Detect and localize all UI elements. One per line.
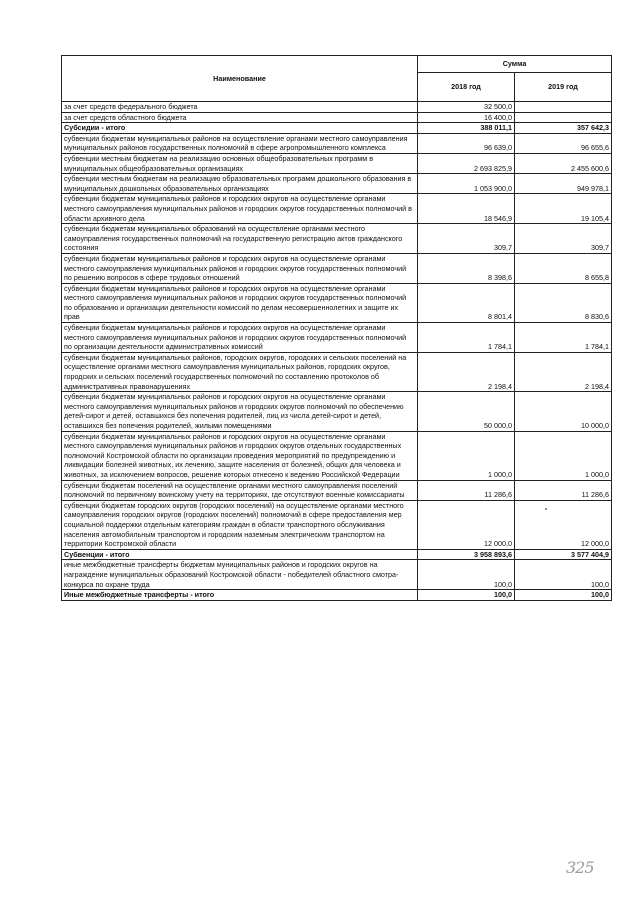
table-total-row (62, 123, 612, 134)
table-row (62, 480, 612, 500)
row-value-2018: 1 784,1 (418, 323, 515, 353)
row-name: Субвенции - итого (62, 549, 418, 560)
row-name: иные межбюджетные трансферты бюджетам муниципальных районов и городских округов на награждение муниципальных образований Костромской области - победителей областного смотра-конкурса по охране труда (62, 560, 418, 590)
row-name: Иные межбюджетные трансферты - итого (62, 590, 418, 601)
table-row (62, 283, 612, 322)
table-body (62, 102, 612, 601)
table-row (62, 323, 612, 353)
row-value-2018: 16 400,0 (418, 112, 515, 123)
table-header (62, 56, 612, 102)
row-name: субвенции бюджетам муниципальных районов на осуществление органами местного самоуправления муниципальных районов государственных полномочий в сфере агропромышленного комплекса (62, 133, 418, 153)
header-name: Наименование (62, 56, 418, 102)
row-value-2019: 2 198,4 (515, 352, 612, 391)
row-value-2019: 357 642,3 (515, 123, 612, 134)
row-name: за счет средств областного бюджета (62, 112, 418, 123)
table-row (62, 431, 612, 480)
row-value-2019: 309,7 (515, 224, 612, 254)
row-value-2018: 1 000,0 (418, 431, 515, 480)
table-row (62, 153, 612, 173)
row-value-2019: 10 000,0 (515, 392, 612, 431)
page-number: 325 (566, 858, 594, 877)
row-value-2019: 100,0 (515, 590, 612, 601)
row-value-2019 (515, 102, 612, 113)
row-name: субвенции бюджетам городских округов (городских поселений) на осуществление органами местного самоуправления городских округов (городских поселений) полномочий в сфере предоставления мер социальной поддержки отдельным категориям граждан в области транспортного обслуживания населения автомобильным транспортом и городским наземным электрическим транспортом на территории Костромской области (62, 500, 418, 549)
row-value-2018: 50 000,0 (418, 392, 515, 431)
row-name: субвенции бюджетам муниципальных образований на осуществление органами местного самоуправления государственных полномочий на государственную регистрацию актов гражданского состояния (62, 224, 418, 254)
row-value-2018: 8 398,6 (418, 253, 515, 283)
header-year-2018: 2018 год (418, 73, 515, 102)
row-name: субвенции бюджетам поселений на осуществление органами местного самоуправления поселений полномочий по первичному воинскому учету на территориях, где отсутствуют военные комиссариаты (62, 480, 418, 500)
row-value-2019: 3 577 404,9 (515, 549, 612, 560)
header-sum: Сумма (418, 56, 612, 73)
row-value-2018: 1 053 900,0 (418, 174, 515, 194)
row-name: субвенции бюджетам муниципальных районов и городских округов на осуществление органами местного самоуправления муниципальных районов и городских округов государственных полномочий в области архивного дела (62, 194, 418, 224)
budget-table (61, 55, 612, 601)
row-value-2019 (515, 112, 612, 123)
row-value-2018: 100,0 (418, 590, 515, 601)
table-total-row (62, 590, 612, 601)
row-name: за счет средств федерального бюджета (62, 102, 418, 113)
table-row (62, 194, 612, 224)
header-year-2019: 2019 год (515, 73, 612, 102)
row-name: субвенции бюджетам муниципальных районов и городских округов на осуществление органами местного самоуправления муниципальных районов и городских округов отдельных государственных полномочий Костромской области по организации проведения мероприятий по предупреждению и ликвидации болезней животных, их лечению, защите населения от болезней, общих для человека и животных, за исключением вопросов, решение которых отнесено к ведению Российской Федерации (62, 431, 418, 480)
row-value-2019: 19 105,4 (515, 194, 612, 224)
row-value-2019: 8 830,6 (515, 283, 612, 322)
table-row (62, 500, 612, 549)
table-row (62, 352, 612, 391)
table-row (62, 112, 612, 123)
row-value-2018: 2 693 825,9 (418, 153, 515, 173)
row-value-2018: 388 011,1 (418, 123, 515, 134)
row-name: субвенции бюджетам муниципальных районов, городских округов, городских и сельских поселений на осуществление органами местного самоуправления муниципальных районов, городских округов, городских и сельских поселений государственных полномочий по составлению протоколов об административных правонарушениях (62, 352, 418, 391)
scan-speck (545, 508, 547, 510)
row-value-2019: 8 655,8 (515, 253, 612, 283)
row-name: субвенции местным бюджетам на реализацию образовательных программ дошкольного образования в муниципальных дошкольных образовательных организациях (62, 174, 418, 194)
row-value-2019: 1 784,1 (515, 323, 612, 353)
row-value-2019: 12 000,0 (515, 500, 612, 549)
row-name: субвенции бюджетам муниципальных районов и городских округов на осуществление органами местного самоуправления муниципальных районов и городских округов государственных полномочий по организации деятельности административных комиссий (62, 323, 418, 353)
row-name: Субсидии - итого (62, 123, 418, 134)
row-value-2018: 32 500,0 (418, 102, 515, 113)
table-total-row (62, 549, 612, 560)
row-value-2018: 309,7 (418, 224, 515, 254)
table-row (62, 174, 612, 194)
row-value-2018: 100,0 (418, 560, 515, 590)
row-name: субвенции бюджетам муниципальных районов и городских округов на осуществление органами местного самоуправления муниципальных районов и городских округов полномочий по обеспечению детей-сирот и детей, оставшихся без попечения родителей, лиц из числа детей-сирот и детей, оставшихся без попечения родителей, жилыми помещениями (62, 392, 418, 431)
table-row (62, 102, 612, 113)
table-row (62, 253, 612, 283)
table-row (62, 392, 612, 431)
row-value-2018: 11 286,6 (418, 480, 515, 500)
table-row (62, 133, 612, 153)
row-value-2018: 3 958 893,6 (418, 549, 515, 560)
row-value-2018: 12 000,0 (418, 500, 515, 549)
table-row (62, 224, 612, 254)
row-value-2019: 1 000,0 (515, 431, 612, 480)
row-value-2019: 2 455 600,6 (515, 153, 612, 173)
row-value-2019: 100,0 (515, 560, 612, 590)
row-value-2019: 96 655,6 (515, 133, 612, 153)
row-value-2019: 11 286,6 (515, 480, 612, 500)
row-value-2018: 2 198,4 (418, 352, 515, 391)
row-value-2018: 96 639,0 (418, 133, 515, 153)
row-value-2019: 949 978,1 (515, 174, 612, 194)
row-value-2018: 18 546,9 (418, 194, 515, 224)
row-value-2018: 8 801,4 (418, 283, 515, 322)
row-name: субвенции местным бюджетам на реализацию основных общеобразовательных программ в муниципальных общеобразовательных организациях (62, 153, 418, 173)
table-row (62, 560, 612, 590)
row-name: субвенции бюджетам муниципальных районов и городских округов на осуществление органами местного самоуправления муниципальных районов и городских округов государственных полномочий по образованию и организации деятельности комиссий по делам несовершеннолетних и защите их прав (62, 283, 418, 322)
row-name: субвенции бюджетам муниципальных районов и городских округов на осуществление органами местного самоуправления муниципальных районов и городских округов государственных полномочий по решению вопросов в сфере трудовых отношений (62, 253, 418, 283)
